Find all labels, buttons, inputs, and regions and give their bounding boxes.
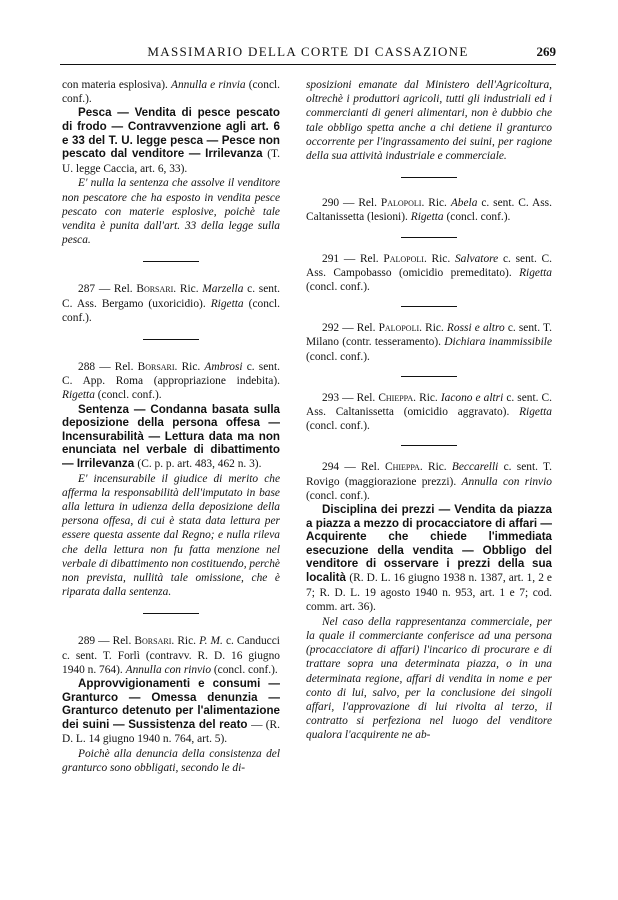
right-column bbox=[306, 78, 552, 743]
entry-289: 289 — Rel. Borsari. Ric. P. M. c. Canducci c. sent. T. Forlì (contravv. R. D. 16 giugno 1940 n. 764). Annulla con rinvio (concl. conf.). bbox=[62, 635, 280, 676]
entry-293: 293 — Rel. Chieppa. Ric. Iacono e altri c. sent. C. Ass. Caltanissetta (omicidio aggravato). Rigetta (concl. conf.). bbox=[306, 391, 552, 433]
maxim-body-prezzi: Nel caso della rappresentanza commerciale, per la quale il commerciante conferisce ad una persona (procacciatore di affari) l'incarico di procurare e di trattare sopra una determinata piazza, o in una determinata regione, affari di vendita in nome e per conto di lui, salvo, per la conclusione dei singoli affari, l'approvazione di lui rivolta al terzo, il contratto si perfeziona nel luogo del venditore qualora l'acquirente ne ab- bbox=[306, 615, 552, 742]
maxim-title-approvvigionamenti: Approvvigionamenti e consumi — Granturco — Omessa denunzia — Granturco detenuto per l'alimentazione dei suini — Sussistenza del reato — (R. D. L. 14 giugno 1940 n. 764, art. 5). bbox=[62, 677, 280, 746]
entry-290: 290 — Rel. Palopoli. Ric. Abela c. sent. C. Ass. Caltanissetta (lesioni). Rigetta (concl. conf.). bbox=[306, 197, 552, 224]
entry-292: 292 — Rel. Palopoli. Ric. Rossi e altro c. sent. T. Milano (contr. tesseramento). Dichiara inammissibile (concl. conf.). bbox=[306, 322, 552, 363]
maxim-body-pesca: E' nulla la sentenza che assolve il venditore non pescatore che ha esposto in vendita pesce pescato con materie esplosive, poichè tale vendita è punita dall'art. 33 della legge sulla pesca. bbox=[62, 177, 280, 247]
maxim-title-pesca: Pesca — Vendita di pesce pescato di frodo — Contravvenzione agli art. 6 e 33 del T. U. legge pesca — Pesce non pescato dal venditore — Irrilevanza (T. U. legge Caccia, art. 6, 33). bbox=[62, 106, 280, 175]
page-number: 269 bbox=[536, 44, 556, 59]
maxim-title-sentenza: Sentenza — Condanna basata sulla deposizione della persona offesa — Incensurabilità — Lettura data ma non enunciata nel verbale di dibattimento — Irrilevanza (C. p. p. art. 483, 462 n. 3). bbox=[62, 402, 280, 470]
left-column bbox=[62, 78, 280, 775]
entry-287: 287 — Rel. Borsari. Ric. Marzella c. sent. C. Ass. Bergamo (uxoricidio). Rigetta (concl. conf.). bbox=[62, 283, 280, 324]
entry-291: 291 — Rel. Palopoli. Ric. Salvatore c. sent. C. Ass. Campobasso (omicidio premeditato). Rigetta (concl. conf.). bbox=[306, 252, 552, 294]
continued-entry: con materia esplosiva). Annulla e rinvia (concl. conf.). bbox=[62, 79, 281, 106]
running-header bbox=[60, 44, 556, 65]
entry-294: 294 — Rel. Chieppa. Ric. Beccarelli c. sent. T. Rovigo (maggiorazione prezzi). Annulla con rinvio (concl. conf.). bbox=[306, 461, 552, 502]
maxim-body-granturco: Poichè alla denuncia della consistenza del granturco sono obbligati, secondo le di- bbox=[62, 747, 280, 775]
page-header-title: MASSIMARIO DELLA CORTE DI CASSAZIONE bbox=[147, 44, 469, 59]
maxim-body-continued: sposizioni emanate dal Ministero dell'Agricoltura, oltrechè i produttori agricoli, tutti gli industriali ed i commercianti di generi alimentari, non è dubbio che tale obbligo spetta anche a chi detiene il granturco occorrente per l'ingrassamento dei suini, per ragione della sua attività industriale e commerciale. bbox=[306, 79, 552, 163]
entry-288: 288 — Rel. Borsari. Ric. Ambrosi c. sent. C. App. Roma (appropriazione indebita). Rigetta (concl. conf.). bbox=[62, 361, 280, 402]
maxim-title-prezzi: Disciplina dei prezzi — Vendita da piazza a piazza a mezzo di procacciatore di affari — Acquirente che chiede l'immediata esecuzione della vendita — Obbligo del venditore di osservare i prezzi della sua località (R. D. L. 16 giugno 1938 n. 1387, art. 1, 2 e 7; R. D. L. 19 agosto 1940 n. 953, art. 1 e 7; cod. comm. art. 36). bbox=[306, 503, 552, 614]
maxim-body-sentenza: E' incensurabile il giudice di merito che afferma la responsabilità dell'imputato in base alla lettura in udienza della deposizione della persona offesa, di cui è stata data lettura per essere questa assente dal Regno; e nulla rileva che della lettura non fu fatta menzione nel verbale di dibattimento non costituendo, perchè non prevista, nullità tale omissione, che è riparata dalla sentenza. bbox=[62, 472, 280, 599]
